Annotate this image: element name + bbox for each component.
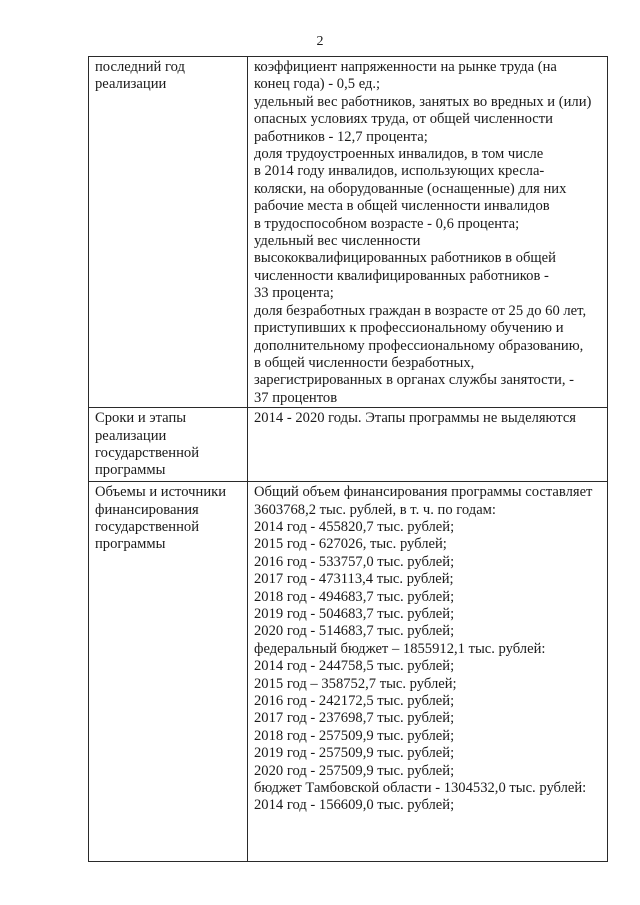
row-label-line: последний год [95, 59, 185, 75]
content-line: удельный вес работников, занятых во вредных и (или) [254, 93, 592, 110]
row-label-line: реализации [95, 76, 167, 93]
content-line: коляски, на оборудованные (оснащенные) для них [254, 180, 567, 197]
row-label-line: реализации [95, 427, 167, 444]
table-row-indicators [89, 57, 608, 408]
content-line: 2018 год - 257509,9 тыс. рублей; [254, 727, 455, 744]
row-label-line: программы [95, 536, 166, 553]
content-line: численности квалифицированных работников - [254, 267, 549, 284]
content-line: 2014 год - 244758,5 тыс. рублей; [254, 658, 455, 675]
content-line: 37 процентов [254, 389, 338, 406]
content-line: 2014 год - 156609,0 тыс. рублей; [254, 797, 455, 814]
row-content-cell [248, 57, 608, 408]
table-row-financing [89, 482, 608, 862]
content-line: 2018 год - 494683,7 тыс. рублей; [254, 588, 455, 605]
content-line: бюджет Тамбовской области - 1304532,0 тыс. рублей: [254, 780, 587, 797]
row-content-cell [248, 482, 608, 862]
content-line: 2020 год - 257509,9 тыс. рублей; [254, 762, 455, 779]
content-line: приступивших к профессиональному обучению и [254, 320, 564, 337]
row-content-cell [248, 408, 608, 482]
content-line: федеральный бюджет – 1855912,1 тыс. рублей: [254, 640, 546, 657]
content-line: высококвалифицированных работников в общей [254, 250, 556, 267]
row-label-cell [89, 482, 248, 862]
content-line: 2015 год - 627026, тыс. рублей; [254, 536, 447, 553]
content-line: конец года) - 0,5 ед.; [254, 76, 381, 93]
content-line: 3603768,2 тыс. рублей, в т. ч. по годам: [254, 501, 496, 518]
row-label-line: финансирования [95, 501, 199, 518]
content-line: 2014 год - 455820,7 тыс. рублей; [254, 518, 455, 535]
row-label-line: программы [95, 462, 166, 479]
content-line: дополнительному профессиональному образованию, [254, 337, 584, 354]
content-line: 2014 - 2020 годы. Этапы программы не выделяются [254, 410, 577, 427]
content-line: 2019 год - 504683,7 тыс. рублей; [254, 605, 455, 622]
row-label-line: Объемы и источники [95, 484, 227, 501]
content-line: удельный вес численности [254, 233, 421, 250]
content-line: 2016 год - 242172,5 тыс. рублей; [254, 693, 455, 709]
row-label-line: Сроки и этапы [95, 410, 187, 427]
content-line: 2017 год - 473113,4 тыс. рублей; [254, 571, 454, 588]
content-line: опасных условиях труда, от общей численности [254, 111, 553, 128]
content-line: доля безработных граждан в возрасте от 25 до 60 лет, [254, 302, 587, 319]
row-label-cell [89, 408, 248, 482]
content-line: в 2014 году инвалидов, использующих кресла- [254, 163, 545, 180]
content-line: 2016 год - 533757,0 тыс. рублей; [254, 553, 455, 570]
content-line: 2019 год - 257509,9 тыс. рублей; [254, 745, 455, 762]
content-line: Общий объем финансирования программы составляет [254, 484, 593, 501]
content-line: 2020 год - 514683,7 тыс. рублей; [254, 623, 455, 640]
table-row-timeline [89, 408, 608, 482]
content-line: в трудоспособном возрасте - 0,6 процента; [254, 215, 520, 232]
content-line: работников - 12,7 процента; [254, 128, 428, 145]
page-number: 2 [316, 34, 324, 49]
content-line: доля трудоустроенных инвалидов, в том числе [254, 146, 544, 163]
content-line: зарегистрированных в органах службы занятости, - [254, 372, 574, 389]
passport-table [88, 56, 608, 862]
content-line: 33 процента; [254, 285, 334, 302]
row-label-line: государственной [95, 444, 200, 461]
content-line: коэффициент напряженности на рынке труда (на [254, 59, 557, 75]
row-label-line: государственной [95, 518, 200, 535]
content-line: в общей численности безработных, [254, 354, 475, 371]
content-line: 2017 год - 237698,7 тыс. рублей; [254, 710, 455, 727]
row-label-cell [89, 57, 248, 408]
content-line: 2015 год – 358752,7 тыс. рублей; [254, 675, 457, 692]
content-line: рабочие места в общей численности инвалидов [254, 198, 550, 215]
